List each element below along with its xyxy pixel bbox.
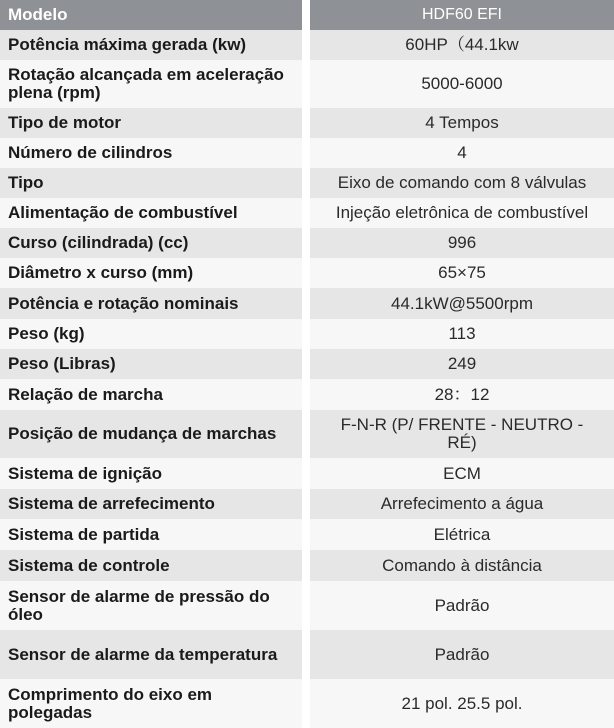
column-gap	[302, 60, 310, 108]
header-label: Modelo	[0, 0, 302, 30]
header-model-name: HDF60 EFI	[310, 0, 614, 30]
spec-row	[0, 138, 614, 168]
spec-label: Comprimento do eixo em polegadas	[0, 679, 302, 728]
spec-row	[0, 228, 614, 258]
spec-label: Peso (kg)	[0, 319, 302, 349]
spec-row	[0, 519, 614, 550]
spec-label: Peso (Libras)	[0, 349, 302, 379]
column-gap	[302, 489, 310, 519]
column-gap	[302, 679, 310, 728]
spec-row	[0, 489, 614, 519]
spec-value: Injeção eletrônica de combustível	[310, 198, 614, 228]
spec-label: Número de cilindros	[0, 138, 302, 168]
spec-row	[0, 258, 614, 288]
spec-label: Sistema de partida	[0, 519, 302, 550]
column-gap	[302, 168, 310, 198]
column-gap	[302, 258, 310, 288]
spec-value: ECM	[310, 458, 614, 489]
header-row	[0, 0, 614, 30]
spec-row	[0, 630, 614, 679]
spec-label: Tipo	[0, 168, 302, 198]
spec-value: 4	[310, 138, 614, 168]
spec-row	[0, 550, 614, 581]
spec-row	[0, 198, 614, 228]
spec-value: Arrefecimento a água	[310, 489, 614, 519]
column-gap	[302, 550, 310, 581]
spec-row	[0, 319, 614, 349]
spec-value: Padrão	[310, 581, 614, 630]
column-gap	[302, 519, 310, 550]
spec-row	[0, 349, 614, 379]
spec-label: Sensor de alarme de pressão do óleo	[0, 581, 302, 630]
spec-row	[0, 288, 614, 319]
spec-label: Sistema de ignição	[0, 458, 302, 489]
spec-label: Tipo de motor	[0, 108, 302, 138]
spec-value: F-N-R (P/ FRENTE - NEUTRO - RÉ)	[310, 410, 614, 458]
spec-value: 113	[310, 319, 614, 349]
spec-value: 4 Tempos	[310, 108, 614, 138]
spec-label: Alimentação de combustível	[0, 198, 302, 228]
column-gap	[302, 30, 310, 60]
column-gap	[302, 108, 310, 138]
spec-value: Elétrica	[310, 519, 614, 550]
spec-label: Relação de marcha	[0, 379, 302, 410]
spec-label: Curso (cilindrada) (cc)	[0, 228, 302, 258]
spec-row	[0, 60, 614, 108]
column-gap	[302, 349, 310, 379]
spec-label: Potência máxima gerada (kw)	[0, 30, 302, 60]
spec-label: Rotação alcançada em aceleração plena (rpm)	[0, 60, 302, 108]
spec-label: Sistema de arrefecimento	[0, 489, 302, 519]
column-gap	[302, 319, 310, 349]
spec-label: Diâmetro x curso (mm)	[0, 258, 302, 288]
spec-row	[0, 410, 614, 458]
spec-label: Posição de mudança de marchas	[0, 410, 302, 458]
spec-row	[0, 458, 614, 489]
spec-row	[0, 379, 614, 410]
spec-row	[0, 679, 614, 728]
column-gap	[302, 288, 310, 319]
spec-row	[0, 108, 614, 138]
spec-label: Sistema de controle	[0, 550, 302, 581]
spec-row	[0, 30, 614, 60]
spec-label: Potência e rotação nominais	[0, 288, 302, 319]
spec-value: 5000-6000	[310, 60, 614, 108]
spec-value: 996	[310, 228, 614, 258]
column-gap	[302, 630, 310, 679]
spec-value: Eixo de comando com 8 válvulas	[310, 168, 614, 198]
spec-label: Sensor de alarme da temperatura	[0, 630, 302, 679]
spec-value: 44.1kW@5500rpm	[310, 288, 614, 319]
column-gap	[302, 198, 310, 228]
spec-value: 65×75	[310, 258, 614, 288]
spec-row	[0, 581, 614, 630]
spec-row	[0, 168, 614, 198]
column-gap	[302, 228, 310, 258]
spec-value: 60HP（44.1kw	[310, 30, 614, 60]
column-gap	[302, 458, 310, 489]
spec-value: 249	[310, 349, 614, 379]
spec-value: Padrão	[310, 630, 614, 679]
column-gap	[302, 410, 310, 458]
column-gap	[302, 138, 310, 168]
spec-value: 21 pol. 25.5 pol.	[310, 679, 614, 728]
column-gap	[302, 0, 310, 30]
spec-value: Comando à distância	[310, 550, 614, 581]
column-gap	[302, 581, 310, 630]
column-gap	[302, 379, 310, 410]
spec-value: 28：12	[310, 379, 614, 410]
